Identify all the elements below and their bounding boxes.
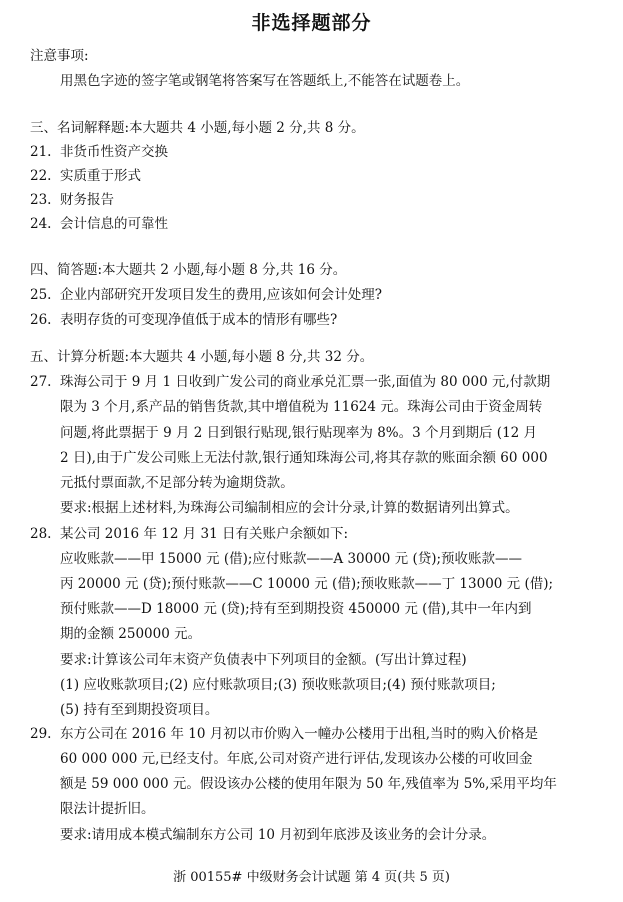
question-28-line-4: 预付账款——D 18000 元 (贷);持有至到期投资 450000 元 (借),其中一年内到 (60, 601, 532, 617)
question-27-line-2: 限为 3 个月,系产品的销售货款,其中增值税为 11624 元。珠海公司由于资金周转 (60, 399, 543, 415)
question-28-items: (1) 应收账款项目;(2) 应付账款项目;(3) 预收账款项目;(4) 预付账款项目; (60, 677, 496, 693)
question-number: 21. (30, 144, 52, 160)
notice-body: 用黑色字迹的签字笔或钢笔将答案写在答题纸上,不能答在试题卷上。 (60, 73, 470, 89)
question-text: 非货币性资产交换 (60, 144, 168, 160)
question-number: 27. (30, 374, 52, 390)
question-28-line-5: 期的金额 250000 元。 (60, 626, 202, 642)
question-text: 某公司 2016 年 12 月 31 日有关账户余额如下: (60, 526, 349, 542)
question-text: 企业内部研究开发项目发生的费用,应该如何会计处理? (60, 287, 383, 303)
question-27-line-5: 元抵付票面款,不足部分转为逾期贷款。 (60, 475, 294, 491)
question-28-line-1 (30, 523, 348, 545)
question-21 (30, 141, 168, 163)
question-28-line-3: 丙 20000 元 (贷);预付账款——C 10000 元 (借);预收账款——丁 13000 元 (借); (60, 576, 554, 592)
page-title: 非选择题部分 (251, 12, 372, 34)
question-text: 表明存货的可变现净值低于成本的情形有哪些? (60, 312, 338, 328)
question-text: 财务报告 (60, 192, 114, 208)
page-footer: 浙 00155# 中级财务会计试题 第 4 页(共 5 页) (173, 870, 450, 885)
question-29-line-1 (30, 723, 538, 745)
question-number: 26. (30, 312, 52, 328)
question-28-line-2: 应收账款——甲 15000 元 (借);应付账款——A 30000 元 (贷);预收账款—— (60, 551, 523, 567)
question-number: 24. (30, 216, 52, 232)
question-24 (30, 213, 168, 235)
question-29-line-2: 60 000 000 元,已经支付。年底,公司对资产进行评估,发现该办公楼的可收回金 (60, 751, 533, 767)
notice-heading: 注意事项: (30, 48, 89, 64)
question-27-line-4: 2 日),由于广发公司账上无法付款,银行通知珠海公司,将其存款的账面余额 60 000 (60, 450, 548, 466)
question-number: 25. (30, 287, 52, 303)
section3-heading: 三、名词解释题:本大题共 4 小题,每小题 2 分,共 8 分。 (30, 120, 365, 136)
question-text: 东方公司在 2016 年 10 月初以市价购入一幢办公楼用于出租,当时的购入价格是 (60, 726, 538, 742)
question-text: 会计信息的可靠性 (60, 216, 168, 232)
question-22 (30, 165, 141, 187)
question-26 (30, 309, 337, 331)
section4-heading: 四、简答题:本大题共 2 小题,每小题 8 分,共 16 分。 (30, 262, 347, 278)
question-29-line-3: 额是 59 000 000 元。假设该办公楼的使用年限为 50 年,残值率为 5%,采用平均年 (60, 776, 557, 792)
question-29-line-4: 限法计提折旧。 (60, 801, 155, 817)
question-number: 23. (30, 192, 52, 208)
question-28-items-continued: (5) 持有至到期投资项目。 (60, 702, 219, 718)
question-number: 29. (30, 726, 52, 742)
question-text: 珠海公司于 9 月 1 日收到广发公司的商业承兑汇票一张,面值为 80 000 元,付款期 (60, 374, 551, 390)
question-27-line-1 (30, 371, 550, 393)
question-27-requirement: 要求:根据上述材料,为珠海公司编制相应的会计分录,计算的数据请列出算式。 (60, 500, 519, 516)
question-number: 28. (30, 526, 52, 542)
question-text: 实质重于形式 (60, 168, 141, 184)
question-29-requirement: 要求:请用成本模式编制东方公司 10 月初到年底涉及该业务的会计分录。 (60, 827, 496, 843)
question-27-line-3: 问题,将此票据于 9 月 2 日到银行贴现,银行贴现率为 8%。3 个月到期后 (12 月 (60, 425, 538, 441)
section5-heading: 五、计算分析题:本大题共 4 小题,每小题 8 分,共 32 分。 (30, 349, 374, 365)
question-28-requirement: 要求:计算该公司年末资产负债表中下列项目的金额。(写出计算过程) (60, 652, 467, 668)
question-23 (30, 189, 114, 211)
question-number: 22. (30, 168, 52, 184)
question-25 (30, 284, 382, 306)
